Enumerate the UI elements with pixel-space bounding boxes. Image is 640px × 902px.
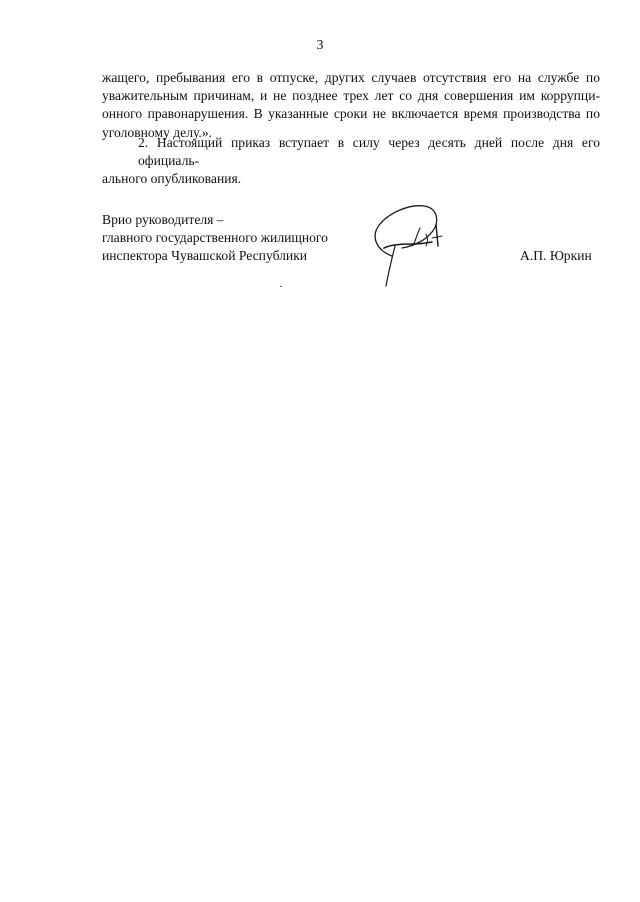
text-line: жащего, пребывания его в отпуске, других случаев отсутствия его на службе по [102, 70, 600, 85]
text-line: 2. Настоящий приказ вступает в силу через десять дней после дня его официаль- [138, 135, 600, 169]
position-line: инспектора Чувашской Республики [102, 248, 308, 264]
text-line: уважительным причинам, и не позднее трех лет со дня совершения им коррупци- [102, 88, 600, 104]
signatory-position [102, 211, 328, 266]
paragraph-continuation [102, 69, 600, 142]
scan-speck [280, 286, 282, 287]
handwritten-signature [362, 198, 457, 293]
position-line: главного государственного жилищного [102, 230, 328, 246]
text-line: ального опубликования. [102, 171, 242, 187]
paragraph-2 [102, 134, 600, 189]
page-number: 3 [316, 38, 324, 53]
position-line: Врио руководителя – [102, 212, 224, 227]
text-line: уголовному делу.». [102, 124, 213, 140]
signer-name: А.П. Юркин [520, 248, 592, 263]
text-line: онного правонарушения. В указанные сроки не включается время производства по [102, 106, 600, 122]
